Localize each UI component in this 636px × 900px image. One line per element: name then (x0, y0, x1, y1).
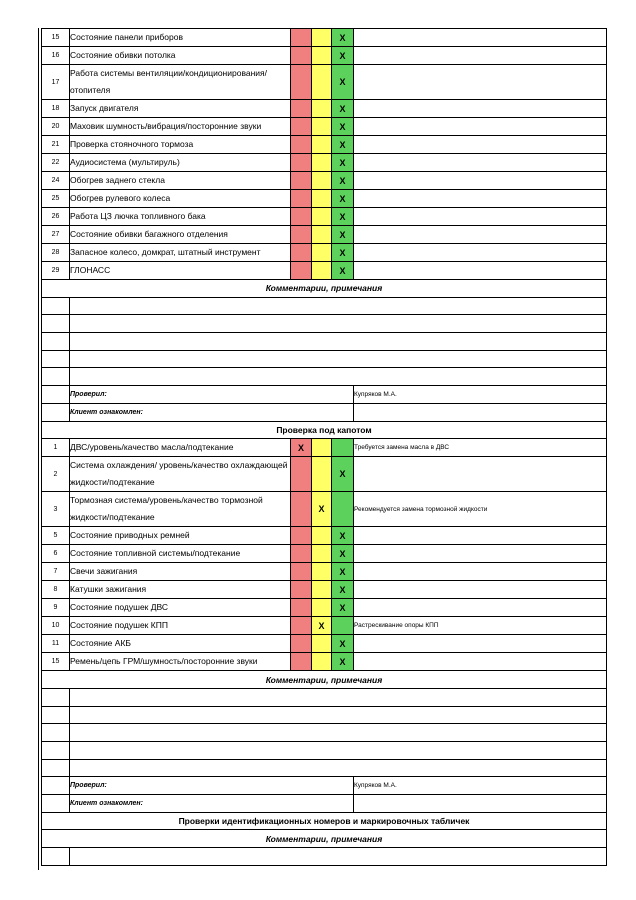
status-red-cell (291, 244, 312, 262)
status-yellow-cell (312, 653, 332, 671)
item-note (354, 190, 607, 208)
status-green-cell: X (332, 527, 354, 545)
comment-margin-cell (42, 297, 70, 315)
id-section-header (42, 812, 607, 830)
table-row (42, 29, 607, 47)
hood-section-header-text: Проверка под капотом (42, 421, 607, 439)
item-name: ДВС/уровень/качество масла/подтекание (70, 439, 291, 457)
signature-margin-cell (42, 777, 70, 795)
item-note (354, 136, 607, 154)
status-yellow-cell (312, 172, 332, 190)
status-red-cell (291, 617, 312, 635)
item-note (354, 47, 607, 65)
status-red-cell (291, 492, 312, 527)
item-number: 16 (42, 47, 70, 65)
status-red-cell (291, 154, 312, 172)
id-section-header-text: Проверки идентификационных номеров и маркировочных табличек (42, 812, 607, 830)
table-row (42, 527, 607, 545)
item-note (354, 29, 607, 47)
table-row (42, 118, 607, 136)
table-row (42, 581, 607, 599)
item-note (354, 208, 607, 226)
status-green-cell (332, 617, 354, 635)
comment-input-cell[interactable] (70, 724, 607, 742)
comment-input-cell[interactable] (70, 297, 607, 315)
client-row-value[interactable] (354, 403, 607, 421)
status-green-cell: X (332, 118, 354, 136)
status-green-cell: X (332, 154, 354, 172)
comment-line (42, 706, 607, 724)
status-green-cell: X (332, 65, 354, 100)
table-row (42, 617, 607, 635)
table-row (42, 492, 607, 527)
comments-header (42, 830, 607, 848)
item-number: 18 (42, 100, 70, 118)
inspection-table (41, 28, 607, 866)
comment-input-cell[interactable] (70, 315, 607, 333)
comment-margin-cell (42, 706, 70, 724)
item-name: Проверка стояночного тормоза (70, 136, 291, 154)
status-green-cell: X (332, 47, 354, 65)
item-name (70, 65, 291, 100)
signature-margin-cell (42, 386, 70, 404)
signature-margin-cell (42, 403, 70, 421)
comment-line (42, 848, 607, 866)
status-green-cell: X (332, 172, 354, 190)
item-note (354, 581, 607, 599)
item-name: Катушки зажигания (70, 581, 291, 599)
item-name-line: жидкости/подтекание (70, 512, 155, 523)
status-red-cell (291, 527, 312, 545)
status-red-cell (291, 47, 312, 65)
table-row (42, 190, 607, 208)
comment-line (42, 368, 607, 386)
status-yellow-cell (312, 262, 332, 280)
status-green-cell: X (332, 599, 354, 617)
status-green-cell (332, 492, 354, 527)
status-yellow-cell (312, 244, 332, 262)
status-yellow-cell (312, 100, 332, 118)
status-yellow-cell (312, 118, 332, 136)
comment-margin-cell (42, 315, 70, 333)
item-name (70, 457, 291, 492)
table-row (42, 635, 607, 653)
status-red-cell (291, 599, 312, 617)
item-number: 2 (42, 457, 70, 492)
item-number: 26 (42, 208, 70, 226)
client-row (42, 403, 607, 421)
item-number: 25 (42, 190, 70, 208)
item-number: 8 (42, 581, 70, 599)
table-row (42, 208, 607, 226)
item-note: Рекомендуется замена тормозной жидкости (354, 492, 607, 527)
table-row (42, 457, 607, 492)
comment-input-cell[interactable] (70, 350, 607, 368)
status-yellow-cell (312, 136, 332, 154)
client-row-value[interactable] (354, 795, 607, 813)
item-name (70, 492, 291, 527)
table-row (42, 563, 607, 581)
item-note (354, 154, 607, 172)
item-name: Аудиосистема (мультируль) (70, 154, 291, 172)
comment-margin-cell (42, 741, 70, 759)
item-note (354, 563, 607, 581)
status-yellow-cell: X (312, 492, 332, 527)
item-note (354, 262, 607, 280)
checked-by-row (42, 777, 607, 795)
item-number: 7 (42, 563, 70, 581)
status-red-cell: X (291, 439, 312, 457)
status-green-cell: X (332, 29, 354, 47)
item-note (354, 118, 607, 136)
item-number: 9 (42, 599, 70, 617)
item-note (354, 545, 607, 563)
item-number: 11 (42, 635, 70, 653)
status-yellow-cell (312, 527, 332, 545)
item-number: 6 (42, 545, 70, 563)
status-red-cell (291, 190, 312, 208)
table-row (42, 136, 607, 154)
table-row (42, 599, 607, 617)
item-number: 27 (42, 226, 70, 244)
status-yellow-cell (312, 457, 332, 492)
comment-input-cell[interactable] (70, 333, 607, 351)
item-name-line: жидкости/подтекание (70, 477, 155, 488)
item-name: Запуск двигателя (70, 100, 291, 118)
comment-margin-cell (42, 368, 70, 386)
comment-margin-cell (42, 350, 70, 368)
item-note (354, 457, 607, 492)
table-row (42, 65, 607, 100)
comment-input-cell[interactable] (70, 741, 607, 759)
status-green-cell: X (332, 136, 354, 154)
status-yellow-cell (312, 65, 332, 100)
item-name: Состояние приводных ремней (70, 527, 291, 545)
checked-by-row-value[interactable]: Купряков М.А. (354, 386, 607, 404)
status-green-cell: X (332, 563, 354, 581)
item-number: 15 (42, 29, 70, 47)
item-number: 29 (42, 262, 70, 280)
comment-input-cell[interactable] (70, 688, 607, 706)
table-row (42, 262, 607, 280)
item-number: 22 (42, 154, 70, 172)
item-name-line: Система охлаждения/ уровень/качество охлаждающей (70, 460, 288, 471)
item-name: Ремень/цепь ГРМ/шумность/посторонние звуки (70, 653, 291, 671)
comment-line (42, 741, 607, 759)
item-note (354, 100, 607, 118)
comment-input-cell[interactable] (70, 848, 607, 866)
table-row (42, 154, 607, 172)
status-green-cell: X (332, 581, 354, 599)
table-row (42, 47, 607, 65)
table-row (42, 653, 607, 671)
page-border-line (38, 28, 39, 870)
status-red-cell (291, 457, 312, 492)
status-red-cell (291, 118, 312, 136)
status-red-cell (291, 635, 312, 653)
item-name-line: Тормозная система/уровень/качество тормозной (70, 495, 263, 506)
status-green-cell: X (332, 635, 354, 653)
comment-input-cell[interactable] (70, 368, 607, 386)
item-number: 15 (42, 653, 70, 671)
table-row (42, 226, 607, 244)
item-name: Обогрев заднего стекла (70, 172, 291, 190)
item-name: Работа ЦЗ лючка топливного бака (70, 208, 291, 226)
status-green-cell (332, 439, 354, 457)
item-name: Свечи зажигания (70, 563, 291, 581)
item-name: Состояние топливной системы/подтекание (70, 545, 291, 563)
item-note (354, 527, 607, 545)
status-green-cell: X (332, 100, 354, 118)
status-yellow-cell (312, 545, 332, 563)
status-green-cell: X (332, 244, 354, 262)
status-green-cell: X (332, 262, 354, 280)
item-note (354, 226, 607, 244)
signature-margin-cell (42, 795, 70, 813)
status-yellow-cell (312, 635, 332, 653)
status-yellow-cell (312, 599, 332, 617)
item-note (354, 599, 607, 617)
item-number: 20 (42, 118, 70, 136)
status-red-cell (291, 65, 312, 100)
item-name: Запасное колесо, домкрат, штатный инструмент (70, 244, 291, 262)
inspection-table-body (42, 29, 607, 866)
status-green-cell: X (332, 208, 354, 226)
status-red-cell (291, 100, 312, 118)
item-number: 21 (42, 136, 70, 154)
comment-margin-cell (42, 724, 70, 742)
status-yellow-cell (312, 563, 332, 581)
status-yellow-cell: X (312, 617, 332, 635)
checked-by-row-label: Проверил: (70, 777, 354, 795)
item-name-line: отопителя (70, 85, 111, 95)
item-name: Состояние подушек ДВС (70, 599, 291, 617)
checked-by-row-value[interactable]: Купряков М.А. (354, 777, 607, 795)
item-note (354, 244, 607, 262)
comment-margin-cell (42, 333, 70, 351)
item-name: Состояние обивки багажного отделения (70, 226, 291, 244)
comment-input-cell[interactable] (70, 706, 607, 724)
hood-section-header (42, 421, 607, 439)
comments-header-text: Комментарии, примечания (42, 280, 607, 298)
status-green-cell: X (332, 190, 354, 208)
status-red-cell (291, 262, 312, 280)
status-red-cell (291, 581, 312, 599)
item-name: Состояние панели приборов (70, 29, 291, 47)
comment-margin-cell (42, 688, 70, 706)
item-note (354, 172, 607, 190)
checked-by-row-label: Проверил: (70, 386, 354, 404)
item-note: Требуется замена масла в ДВС (354, 439, 607, 457)
comment-line (42, 350, 607, 368)
client-row (42, 795, 607, 813)
status-red-cell (291, 29, 312, 47)
status-yellow-cell (312, 581, 332, 599)
status-red-cell (291, 208, 312, 226)
item-number: 10 (42, 617, 70, 635)
status-red-cell (291, 545, 312, 563)
item-number: 24 (42, 172, 70, 190)
status-yellow-cell (312, 154, 332, 172)
item-name: Маховик шумность/вибрация/посторонние звуки (70, 118, 291, 136)
client-row-label: Клиент ознакомлен: (70, 403, 354, 421)
item-name: Состояние обивки потолка (70, 47, 291, 65)
item-number: 28 (42, 244, 70, 262)
table-row (42, 100, 607, 118)
item-note (354, 65, 607, 100)
item-note (354, 635, 607, 653)
table-row (42, 545, 607, 563)
status-red-cell (291, 136, 312, 154)
comment-input-cell[interactable] (70, 759, 607, 777)
checked-by-row (42, 386, 607, 404)
item-name: Состояние АКБ (70, 635, 291, 653)
item-number: 17 (42, 65, 70, 100)
comments-header (42, 671, 607, 689)
comment-line (42, 724, 607, 742)
status-yellow-cell (312, 190, 332, 208)
status-red-cell (291, 653, 312, 671)
comments-header (42, 280, 607, 298)
comments-header-text: Комментарии, примечания (42, 671, 607, 689)
comment-line (42, 333, 607, 351)
comment-margin-cell (42, 759, 70, 777)
status-red-cell (291, 172, 312, 190)
comment-line (42, 297, 607, 315)
comment-line (42, 759, 607, 777)
status-red-cell (291, 563, 312, 581)
status-yellow-cell (312, 226, 332, 244)
status-yellow-cell (312, 208, 332, 226)
status-green-cell: X (332, 226, 354, 244)
item-name: Состояние подушек КПП (70, 617, 291, 635)
table-row (42, 439, 607, 457)
table-row (42, 244, 607, 262)
item-number: 5 (42, 527, 70, 545)
item-number: 3 (42, 492, 70, 527)
status-yellow-cell (312, 439, 332, 457)
item-note (354, 653, 607, 671)
table-row (42, 172, 607, 190)
status-green-cell: X (332, 457, 354, 492)
comment-line (42, 315, 607, 333)
item-name: ГЛОНАСС (70, 262, 291, 280)
client-row-label: Клиент ознакомлен: (70, 795, 354, 813)
status-yellow-cell (312, 29, 332, 47)
comments-header-text: Комментарии, примечания (42, 830, 607, 848)
item-note: Растрескивание опоры КПП (354, 617, 607, 635)
item-name: Обогрев рулевого колеса (70, 190, 291, 208)
item-name-line: Работа системы вентиляции/кондиционирования/ (70, 68, 268, 78)
status-green-cell: X (332, 653, 354, 671)
status-green-cell: X (332, 545, 354, 563)
item-number: 1 (42, 439, 70, 457)
comment-line (42, 688, 607, 706)
status-yellow-cell (312, 47, 332, 65)
status-red-cell (291, 226, 312, 244)
comment-margin-cell (42, 848, 70, 866)
